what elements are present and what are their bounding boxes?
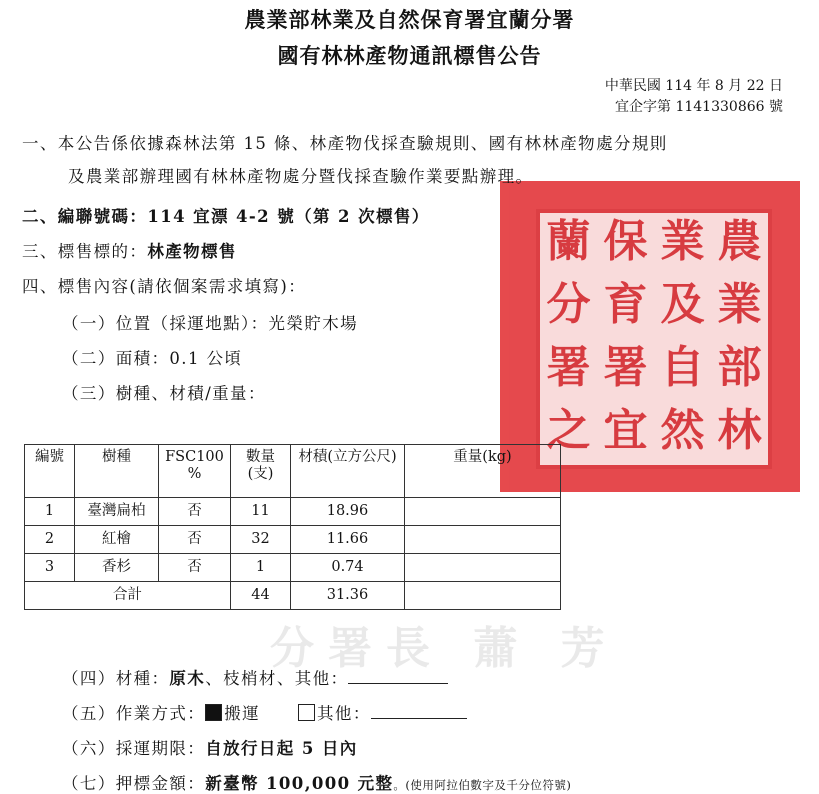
item-3-label: 三、標售標的：: [22, 242, 148, 261]
item-2-label: 二、編聯號碼：: [22, 207, 148, 226]
cell-fsc: 否: [159, 498, 231, 526]
cell-species: 臺灣扁柏: [75, 498, 159, 526]
deposit-note: 。(使用阿拉伯數字及千分位符號): [393, 778, 572, 792]
table-row: [25, 554, 561, 582]
cell-no: 2: [25, 526, 75, 554]
item-4: 四、標售內容(請依個案需求填寫)：: [22, 277, 307, 296]
cell-species: 紅檜: [75, 526, 159, 554]
period-value: 自放行日起 5 日內: [205, 739, 358, 758]
table-header-row: [25, 445, 561, 498]
item-1-line-a: 一、本公告係依據森林法第 15 條、林產物伐採查驗規則、國有林林產物處分規則: [22, 134, 668, 153]
cell-quantity: 11: [231, 498, 291, 526]
cell-fsc: 否: [159, 554, 231, 582]
document-date: 中華民國 114 年 8 月 22 日: [604, 78, 783, 94]
cell-quantity: 32: [231, 526, 291, 554]
seal-char: 保: [603, 216, 648, 267]
item-2-value: 114 宜漂 4-2 號（第 2 次標售）: [147, 207, 430, 226]
table-row: [25, 526, 561, 554]
seal-char: 農: [717, 216, 762, 267]
sub-item-3: （三）樹種、材積/重量：: [62, 384, 266, 403]
cell-volume: 18.96: [291, 498, 405, 526]
total-volume: 31.36: [291, 582, 405, 610]
sub-item-7: （七）押標金額：新臺幣 100,000 元整。(使用阿拉伯數字及千分位符號): [62, 774, 572, 793]
cell-species: 香杉: [75, 554, 159, 582]
cell-volume: 11.66: [291, 526, 405, 554]
seal-char: 及: [660, 279, 705, 330]
seal-char: 署: [546, 342, 591, 393]
header-fsc: FSC100 %: [159, 445, 231, 498]
header-no: 編號: [25, 445, 75, 498]
total-weight: [405, 582, 561, 610]
deposit-value: 新臺幣 100,000 元整: [205, 774, 394, 793]
title-line-1: 農業部林業及自然保育署宜蘭分署: [244, 7, 575, 32]
seal-char: 宜: [603, 405, 648, 456]
sub-item-4: （四）材種：原木、枝梢材、其他：: [62, 665, 448, 689]
other-method-blank: [371, 704, 467, 719]
cell-weight: [405, 526, 561, 554]
checkbox-unchecked: [298, 704, 315, 721]
sub-item-2: （二）面積：0.1 公頃: [62, 349, 243, 368]
seal-char: 蘭: [546, 216, 591, 267]
cell-weight: [405, 498, 561, 526]
seal-characters: [536, 209, 772, 469]
cell-no: 1: [25, 498, 75, 526]
cell-volume: 0.74: [291, 554, 405, 582]
seal-char: 業: [660, 216, 705, 267]
cell-no: 3: [25, 554, 75, 582]
cell-weight: [405, 554, 561, 582]
sub-item-1: （一）位置（採運地點）：光榮貯木場: [62, 314, 359, 333]
title-line-2: 國有林林產物通訊標售公告: [277, 43, 542, 68]
seal-char: 之: [546, 405, 591, 456]
document-number: 宜企字第 1141330866 號: [615, 99, 783, 115]
seal-char: 業: [717, 279, 762, 330]
item-2: [22, 203, 430, 227]
header-species: 樹種: [75, 445, 159, 498]
seal-char: 然: [660, 405, 705, 456]
header-quantity: 數量 (支): [231, 445, 291, 498]
seal-char: 分: [546, 279, 591, 330]
total-label: 合計: [25, 582, 231, 610]
header-volume: 材積(立方公尺): [291, 445, 405, 498]
timber-table: [24, 444, 561, 610]
item-3-value: 林產物標售: [147, 242, 237, 261]
total-quantity: 44: [231, 582, 291, 610]
table-total-row: [25, 582, 561, 610]
item-1-line-b: 及農業部辦理國有林林產物處分暨伐採查驗作業要點辦理。: [68, 167, 534, 186]
seal-char: 部: [717, 342, 762, 393]
other-blank: [348, 669, 448, 684]
cell-fsc: 否: [159, 526, 231, 554]
sub-item-6: （六）採運期限：自放行日起 5 日內: [62, 739, 358, 758]
seal-char: 署: [603, 342, 648, 393]
watermark-bleed: 分署長 蕭 芳: [270, 623, 619, 674]
header-weight: 重量(kg): [405, 445, 561, 498]
item-3: [22, 238, 237, 262]
seal-char: 自: [660, 342, 705, 393]
checkbox-checked: [205, 704, 222, 721]
table-row: [25, 498, 561, 526]
sub-item-5: （五）作業方式： 搬運 其他：: [62, 700, 467, 724]
wood-type-selected: 原木: [169, 669, 206, 688]
seal-char: 林: [717, 405, 762, 456]
seal-char: 育: [603, 279, 648, 330]
cell-quantity: 1: [231, 554, 291, 582]
